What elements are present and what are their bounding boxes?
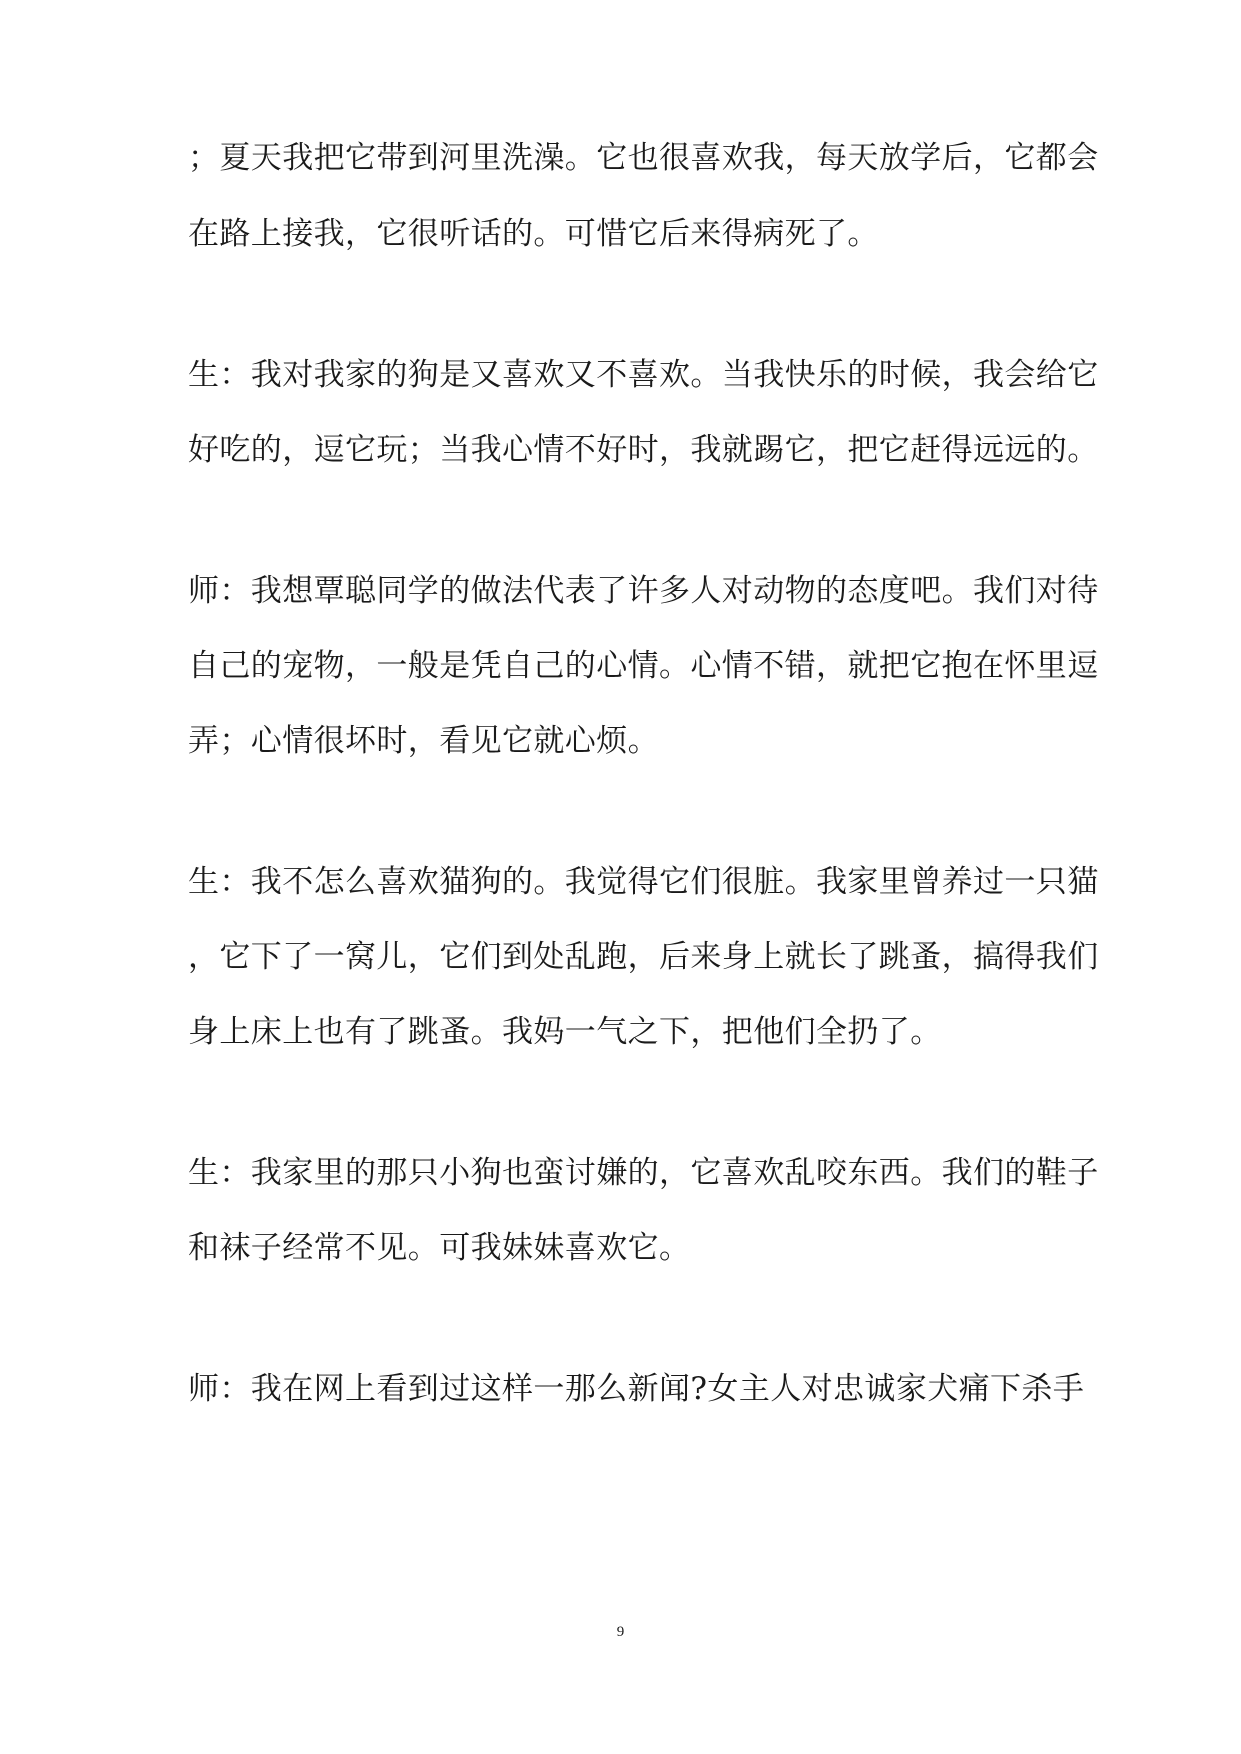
text-line: 自己的宠物，一般是凭自己的心情。心情不错，就把它抱在怀里逗 xyxy=(188,648,1099,684)
text-line: 师：我在网上看到过这样一那么新闻?女主人对忠诚家犬痛下杀手 xyxy=(188,1371,1085,1407)
text-line: 弄；心情很坏时，看见它就心烦。 xyxy=(188,723,659,759)
text-line: ，它下了一窝儿，它们到处乱跑，后来身上就长了跳蚤，搞得我们 xyxy=(188,939,1099,975)
text-line: 身上床上也有了跳蚤。我妈一气之下，把他们全扔了。 xyxy=(188,1014,942,1050)
text-line: 好吃的，逗它玩；当我心情不好时，我就踢它，把它赶得远远的。 xyxy=(188,432,1099,468)
text-line: 生：我对我家的狗是又喜欢又不喜欢。当我快乐的时候，我会给它 xyxy=(188,357,1099,393)
page-number: 9 xyxy=(616,1624,625,1640)
text-line: 和袜子经常不见。可我妹妹喜欢它。 xyxy=(188,1230,691,1266)
text-line: ；夏天我把它带到河里洗澡。它也很喜欢我，每天放学后，它都会 xyxy=(188,140,1099,176)
text-line: 生：我家里的那只小狗也蛮讨嫌的，它喜欢乱咬东西。我们的鞋子 xyxy=(188,1155,1099,1191)
text-line: 生：我不怎么喜欢猫狗的。我觉得它们很脏。我家里曾养过一只猫 xyxy=(188,864,1099,900)
text-line: 师：我想覃聪同学的做法代表了许多人对动物的态度吧。我们对待 xyxy=(188,573,1099,609)
text-line: 在路上接我，它很听话的。可惜它后来得病死了。 xyxy=(188,216,879,252)
